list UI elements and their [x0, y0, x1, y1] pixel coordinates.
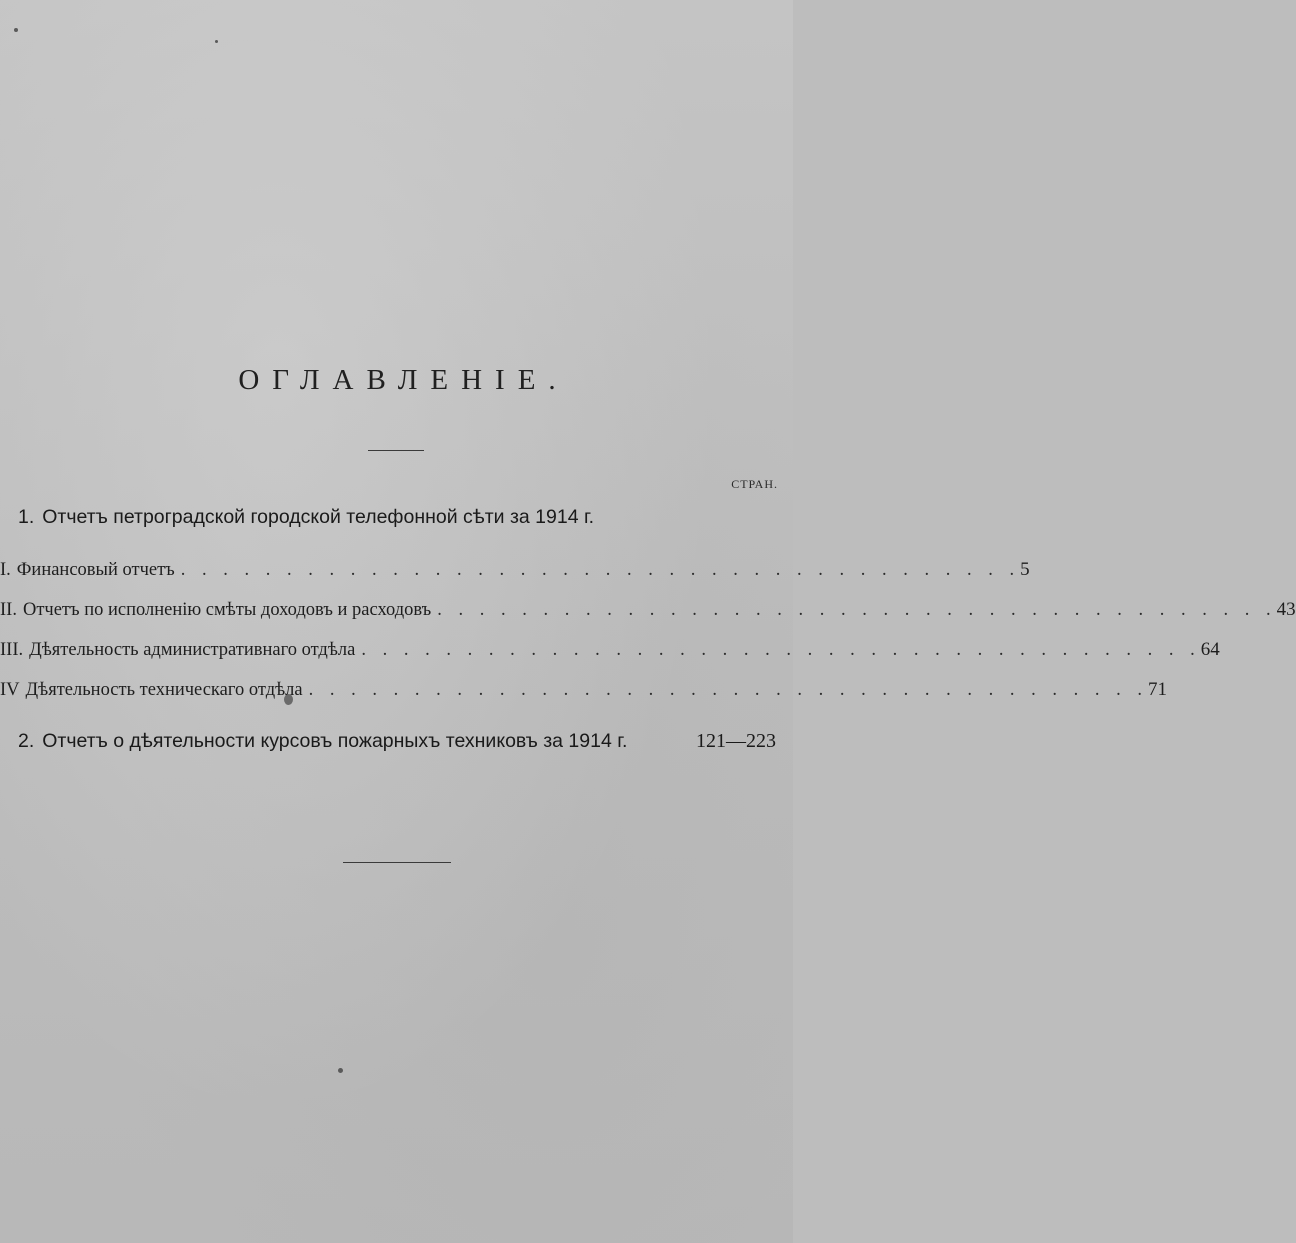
- title-divider: [368, 450, 424, 451]
- toc-entry: [0, 639, 1220, 661]
- entry-page: 71: [1147, 679, 1167, 700]
- section-number: 2.: [18, 730, 35, 752]
- pages-column-header: СТРАН.: [731, 477, 778, 491]
- section-number: 1.: [18, 506, 35, 528]
- section-title: Отчетъ о дѣятельности курсовъ пожарныхъ техниковъ за 1914 г.: [42, 730, 628, 752]
- dot-leader: . . . . . . . . . . . . . . . . . . . . . . . . . . . . . . . . . . . . . . . .: [361, 640, 1201, 660]
- entry-numeral: I.: [0, 560, 11, 580]
- toc-entry: [0, 559, 1030, 581]
- end-divider: [343, 862, 451, 863]
- page-title: ОГЛАВЛЕНІЕ.: [238, 364, 569, 396]
- dot-leader: . . . . . . . . . . . . . . . . . . . . . . . . . . . . . . . . . . . . . . . .: [180, 560, 1021, 580]
- toc-section: [18, 730, 776, 753]
- entry-title: Финансовый отчетъ: [16, 560, 175, 580]
- entry-page: 64: [1200, 639, 1220, 660]
- toc-entry: [0, 679, 1167, 701]
- dot-leader: . . . . . . . . . . . . . . . . . . . . . . . . . . . . . . . . . . . . . . . .: [437, 600, 1277, 620]
- paper-speck: [215, 40, 218, 43]
- entry-title: Дѣятельность административнаго отдѣла: [29, 640, 356, 660]
- toc-section: [18, 506, 776, 529]
- entry-numeral: III.: [0, 640, 24, 660]
- dot-leader: . . . . . . . . . . . . . . . . . . . . . . . . . . . . . . . . . . . . . . . .: [308, 680, 1148, 700]
- entry-page: 5: [1020, 559, 1030, 580]
- paper-speck: [338, 1068, 343, 1073]
- entry-numeral: IV: [0, 680, 20, 700]
- entry-page: 43: [1276, 599, 1296, 620]
- toc-entry: [0, 599, 1296, 621]
- section-title: Отчетъ петроградской городской телефонной сѣти за 1914 г.: [42, 506, 595, 528]
- entry-title: Отчетъ по исполненію смѣты доходовъ и расходовъ: [22, 600, 432, 620]
- section-pages: 121—223: [696, 730, 776, 752]
- entry-title: Дѣятельность техническаго отдѣла: [25, 680, 303, 700]
- paper-speck: [14, 28, 18, 32]
- entry-numeral: II.: [0, 600, 17, 620]
